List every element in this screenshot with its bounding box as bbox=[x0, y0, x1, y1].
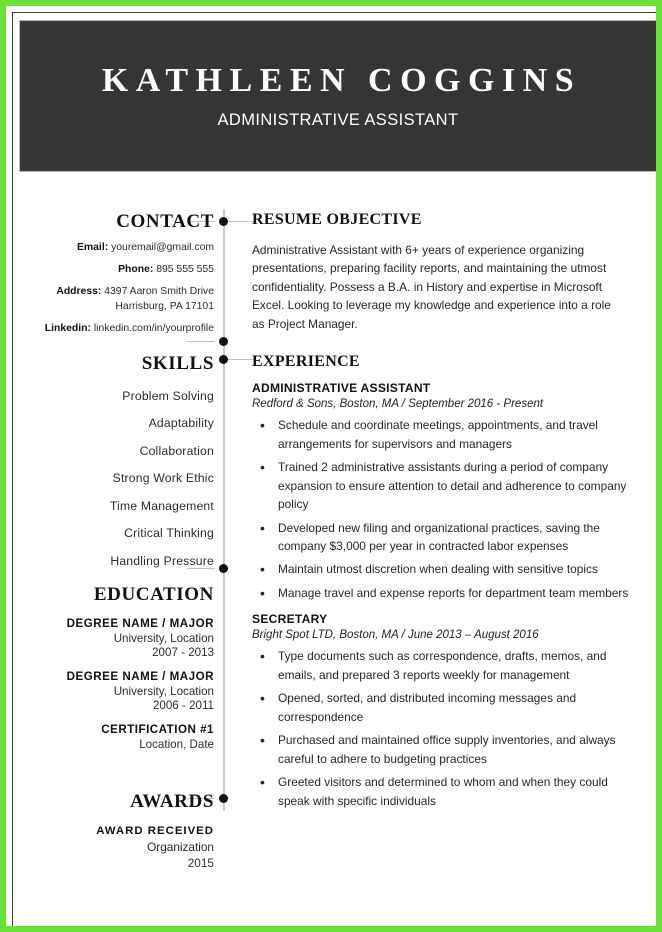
award-title: AWARD RECEIVED bbox=[96, 824, 214, 837]
contact-value-linkedin[interactable]: linkedin.com/in/yourprofile bbox=[93, 323, 214, 335]
contact-label-linkedin: Linkedin: bbox=[44, 323, 91, 335]
education-school: University, Location bbox=[113, 631, 214, 645]
experience-bullet: • Manage travel and expense reports for department team members bbox=[252, 584, 630, 602]
experience-company-dates: Redford & Sons, Boston, MA / September 2016 - Present bbox=[252, 398, 544, 411]
experience-bullet: • Opened, sorted, and distributed incoming messages and correspondence bbox=[252, 689, 630, 726]
skill-item: Strong Work Ethic bbox=[112, 471, 214, 486]
timeline-stub-objective bbox=[228, 221, 254, 222]
award-organization: Organization bbox=[147, 839, 214, 854]
timeline-dot-education bbox=[219, 564, 228, 573]
experience-bullet-list bbox=[252, 416, 642, 602]
experience-bullet: • Purchased and maintained office supply inventories, and always careful to adhere to budgeting practices bbox=[252, 731, 630, 768]
candidate-name: KATHLEEN COGGINS bbox=[101, 61, 582, 99]
contact-value-address-line2: Harrisburg, PA 17101 bbox=[115, 301, 214, 313]
timeline-stub-experience bbox=[228, 359, 254, 360]
skill-item: Critical Thinking bbox=[124, 526, 214, 541]
section-heading-skills: SKILLS bbox=[141, 353, 214, 375]
award-year: 2015 bbox=[187, 855, 214, 870]
timeline-dot-skills bbox=[219, 337, 228, 346]
candidate-job-title: ADMINISTRATIVE ASSISTANT bbox=[217, 111, 459, 130]
contact-value-phone[interactable]: 895 555 555 bbox=[156, 264, 214, 276]
objective-text: Administrative Assistant with 6+ years of experience organizing presentations, preparing facility reports, and maintaining the utmost confidentiality. Possess a B.A. in History and expertise in Microsoft Excel. Looking to leverage my knowledge and experience into a role as Project Manager. bbox=[252, 243, 611, 331]
timeline-dot-contact bbox=[219, 217, 228, 226]
contact-item-email bbox=[19, 240, 214, 255]
education-entry bbox=[19, 670, 214, 712]
sidebar-column bbox=[19, 186, 214, 870]
section-heading-education: EDUCATION bbox=[93, 583, 214, 605]
resume-header bbox=[19, 20, 657, 172]
timeline-line bbox=[223, 209, 225, 811]
timeline-dot-awards bbox=[219, 794, 228, 803]
skill-item: Adaptability bbox=[148, 416, 214, 431]
main-column bbox=[252, 186, 642, 810]
contact-value-address: 4397 Aaron Smith Drive bbox=[104, 286, 214, 298]
contact-item-address-line2 bbox=[19, 299, 214, 314]
section-heading-experience: EXPERIENCE bbox=[252, 353, 360, 371]
certification-location-date: Location, Date bbox=[139, 737, 214, 751]
experience-bullet: • Greeted visitors and determined to whom and when they could speak with specific individuals bbox=[252, 773, 630, 810]
contact-item-phone bbox=[19, 262, 214, 277]
experience-bullet: • Developed new filing and organizational practices, saving the company $3,000 per year in contracted labor expenses bbox=[252, 519, 630, 556]
contact-item-address bbox=[19, 284, 214, 299]
experience-bullet: • Schedule and coordinate meetings, appointments, and travel arrangements for supervisors and managers bbox=[252, 416, 630, 453]
education-school: University, Location bbox=[113, 684, 214, 698]
experience-role: ADMINISTRATIVE ASSISTANT bbox=[252, 381, 431, 396]
education-date: 2006 - 2011 bbox=[152, 698, 214, 712]
timeline-dot-experience bbox=[219, 355, 228, 364]
section-heading-contact: CONTACT bbox=[116, 211, 214, 232]
skill-item: Handling Pressure bbox=[110, 553, 214, 568]
contact-item-linkedin bbox=[19, 321, 214, 336]
certification-title: CERTIFICATION #1 bbox=[101, 722, 214, 736]
experience-bullet: • Trained 2 administrative assistants during a period of company expansion to ensure attention to detail and adherence to company policy bbox=[252, 458, 630, 513]
education-date: 2007 - 2013 bbox=[152, 645, 214, 659]
section-heading-objective: RESUME OBJECTIVE bbox=[252, 211, 422, 228]
skill-item: Time Management bbox=[109, 498, 214, 513]
experience-company-dates: Bright Spot LTD, Boston, MA / June 2013 – August 2016 bbox=[252, 629, 539, 642]
contact-label-phone: Phone: bbox=[118, 264, 154, 276]
education-entry bbox=[19, 617, 214, 659]
section-heading-awards: AWARDS bbox=[130, 790, 214, 812]
experience-bullet-list bbox=[252, 647, 642, 810]
education-degree: DEGREE NAME / MAJOR bbox=[66, 669, 214, 683]
skill-item: Collaboration bbox=[139, 443, 214, 458]
resume-body bbox=[19, 186, 657, 916]
experience-role: SECRETARY bbox=[252, 612, 328, 627]
contact-value-email[interactable]: youremail@gmail.com bbox=[111, 242, 214, 253]
education-degree: DEGREE NAME / MAJOR bbox=[66, 616, 214, 630]
experience-entry bbox=[252, 381, 642, 602]
skill-item: Problem Solving bbox=[122, 388, 214, 403]
experience-bullet: • Maintain utmost discretion when dealing with sensitive topics bbox=[252, 560, 630, 578]
experience-bullet: • Type documents such as correspondence, drafts, memos, and emails, and prepared 3 reports weekly for management bbox=[252, 647, 630, 684]
education-entry bbox=[19, 723, 214, 751]
experience-entry bbox=[252, 612, 642, 810]
contact-label-email: Email: bbox=[76, 242, 109, 253]
contact-label-address: Address: bbox=[56, 286, 102, 298]
